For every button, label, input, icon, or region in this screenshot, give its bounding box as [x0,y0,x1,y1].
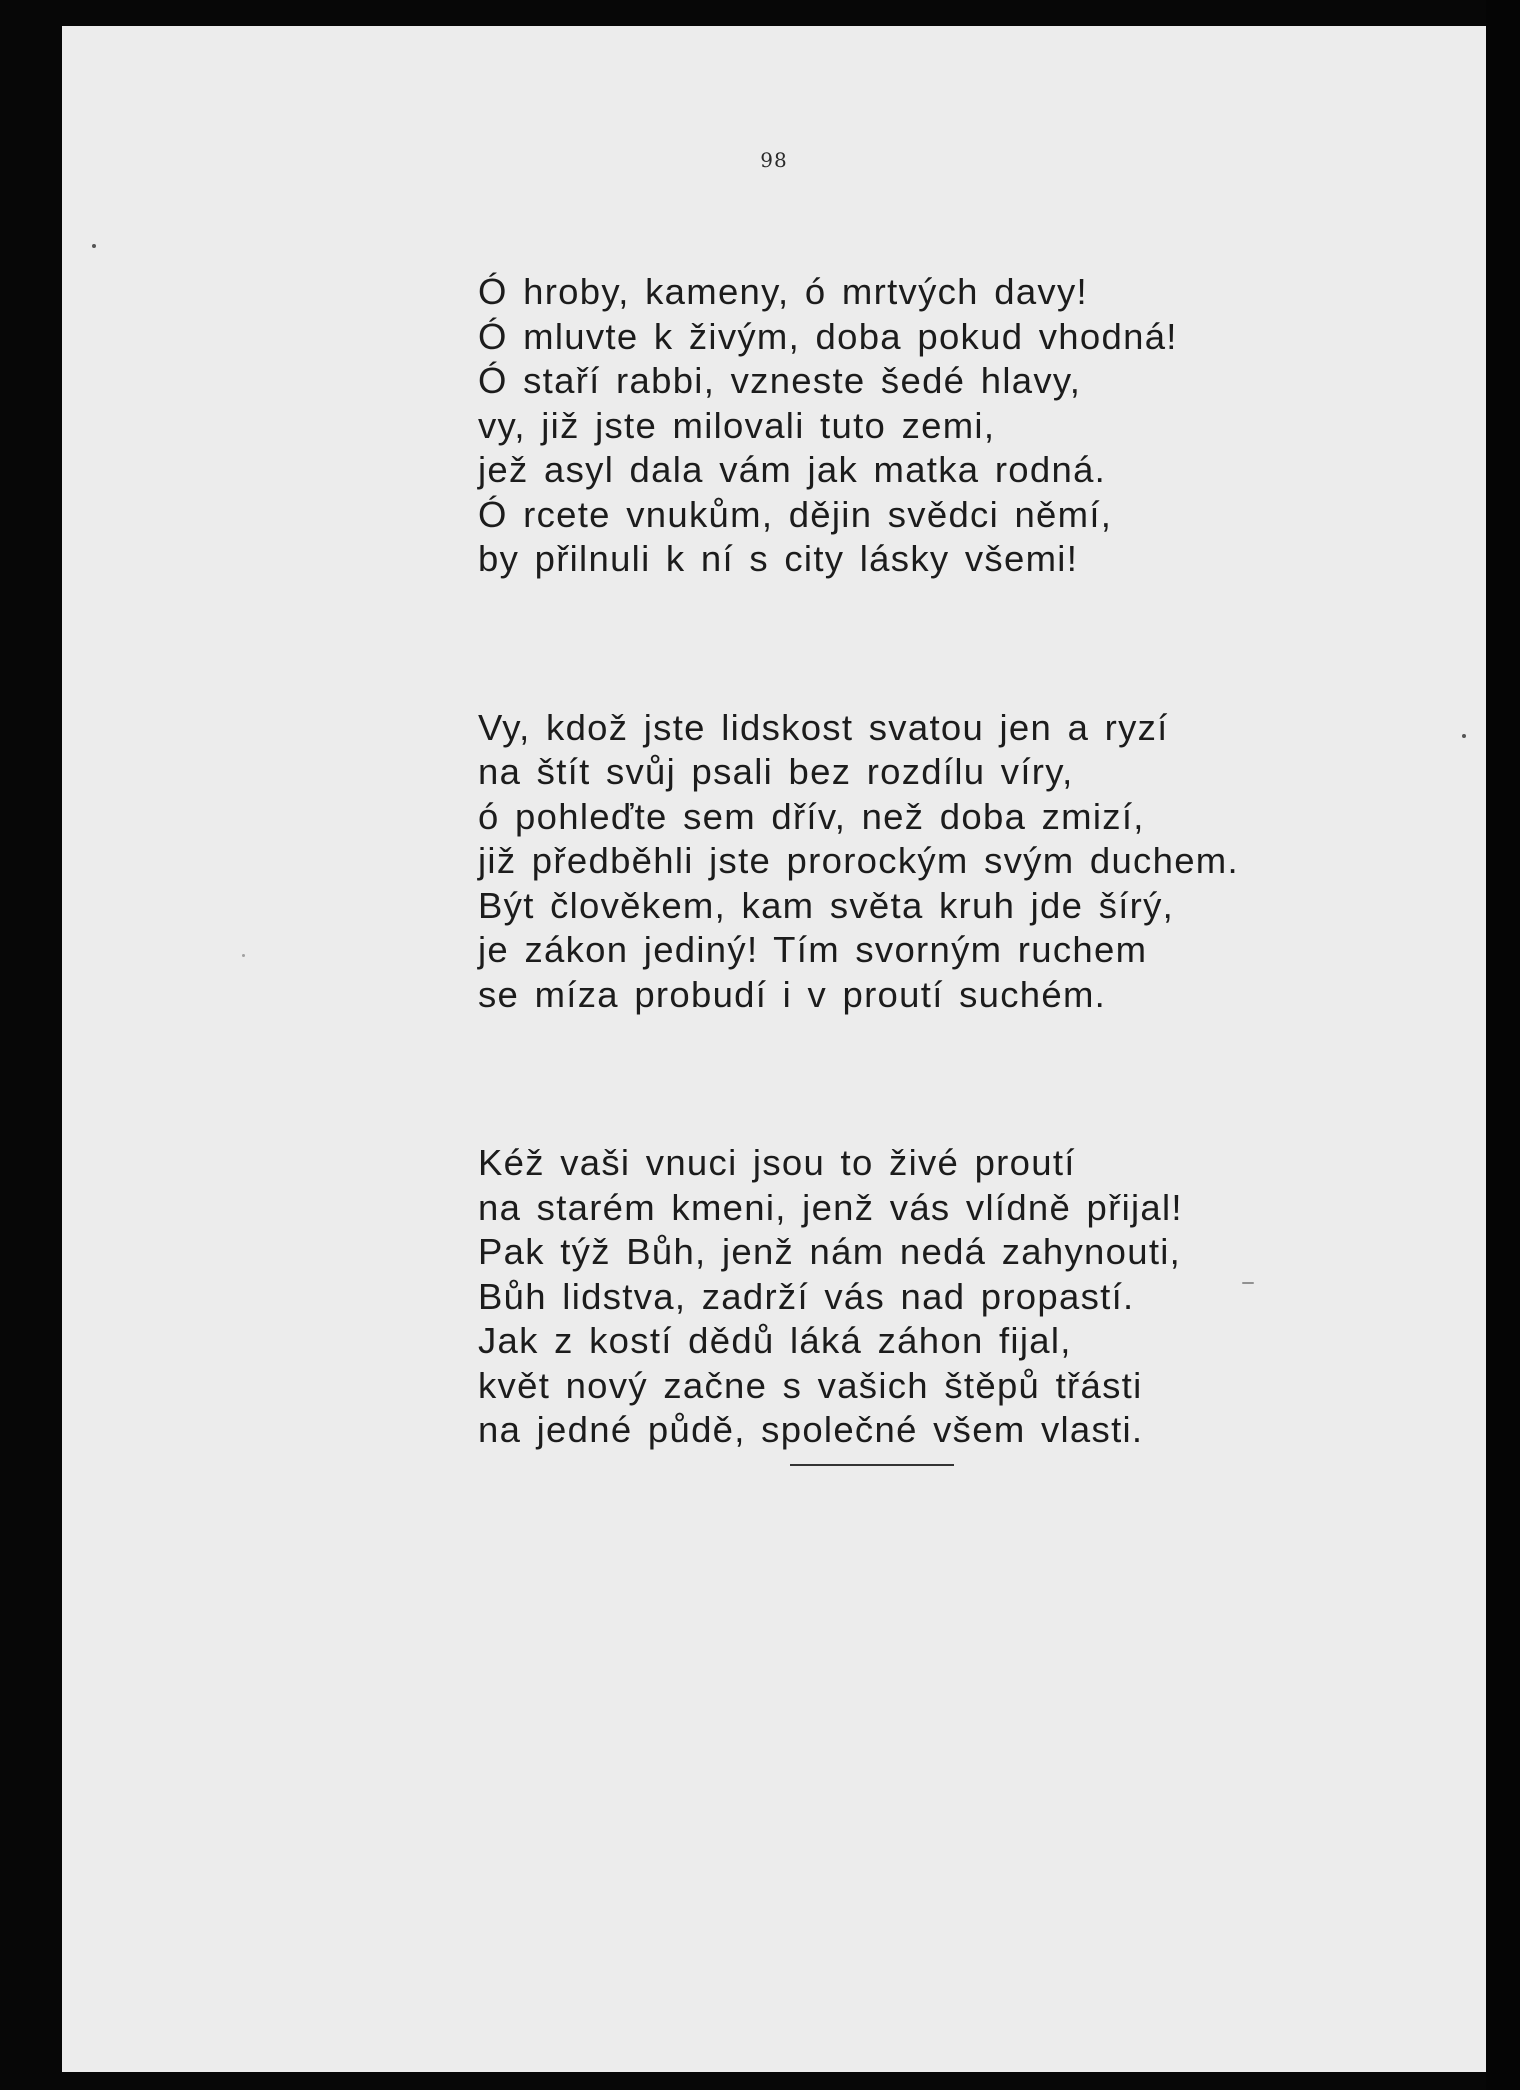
poem [478,270,1239,1577]
poem-line: Pak týž Bůh, jenž nám nedá zahynouti, [478,1231,1182,1272]
stanza-1 [478,270,1239,582]
poem-line: již předběhli jste prorockým svým duchem. [478,840,1239,881]
scan-speck [242,954,245,957]
poem-line: se míza probudí i v proutí suchém. [478,973,1107,1015]
poem-line: vy, již jste milovali tuto zemi, [478,404,996,446]
poem-line: Kéž vaši vnuci jsou to živé proutí [478,1142,1076,1183]
poem-line: Být člověkem, kam světa kruh jde šírý, [478,884,1175,926]
poem-line: na jedné půdě, společné všem vlasti. [478,1409,1144,1450]
poem-line: Ó rcete vnukům, dějin svědci němí, [478,493,1113,535]
poem-line: jež asyl dala vám jak matka rodná. [478,449,1107,490]
poem-line: ó pohleďte sem dřív, než doba zmizí, [478,795,1145,837]
scan-speck [92,244,96,248]
page-number: 98 [760,148,788,172]
scan-speck [1462,734,1466,738]
poem-line: Vy, kdož jste lidskost svatou jen a ryzí [478,706,1169,748]
page-right-edge [1486,0,1520,2090]
poem-line: na starém kmeni, jenž vás vlídně přijal! [478,1186,1183,1228]
poem-line: Ó staří rabbi, vzneste šedé hlavy, [478,360,1082,401]
poem-line: Jak z kostí dědů láká záhon fijal, [478,1320,1072,1361]
scan-speck [1242,1282,1254,1284]
stanza-2 [478,706,1239,1018]
end-of-poem-rule [790,1464,954,1466]
book-page [62,26,1486,2072]
poem-line: je zákon jediný! Tím svorným ruchem [478,929,1148,970]
poem-line: Bůh lidstva, zadrží vás nad propastí. [478,1275,1135,1317]
stanza-3 [478,1141,1239,1453]
poem-line: Ó mluvte k živým, doba pokud vhodná! [478,315,1178,357]
poem-line: by přilnuli k ní s city lásky všemi! [478,538,1079,579]
poem-line: na štít svůj psali bez rozdílu víry, [478,751,1074,792]
poem-line: květ nový začne s vašich štěpů třásti [478,1364,1143,1406]
poem-line: Ó hroby, kameny, ó mrtvých davy! [478,271,1088,312]
